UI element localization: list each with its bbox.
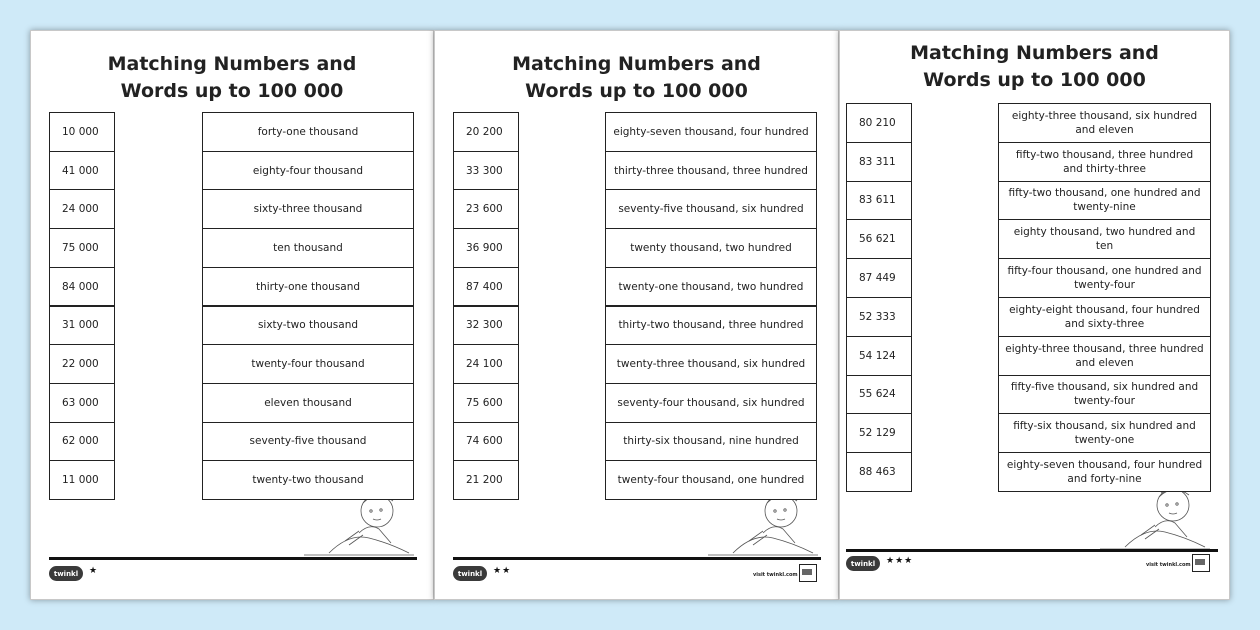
- word-card: eighty-three thousand, six hundred and eleven: [998, 103, 1211, 143]
- word-card: fifty-five thousand, six hundred and twenty-four: [998, 375, 1211, 415]
- number-card: 24 000: [49, 189, 115, 229]
- number-card: 88 463: [846, 452, 912, 492]
- word-card: seventy-four thousand, six hundred: [605, 383, 817, 423]
- word-card: forty-one thousand: [202, 112, 414, 152]
- number-card: 23 600: [453, 189, 519, 229]
- word-card: twenty-three thousand, six hundred: [605, 344, 817, 384]
- visit-twinkl-text: visit twinkl.com: [1146, 562, 1191, 568]
- word-card: eighty thousand, two hundred and ten: [998, 219, 1211, 259]
- difficulty-stars: ★★★: [886, 556, 914, 566]
- footer-rule: [49, 557, 417, 560]
- word-card: sixty-two thousand: [202, 306, 414, 346]
- number-card: 54 124: [846, 336, 912, 376]
- word-card: fifty-four thousand, one hundred and twenty-four: [998, 258, 1211, 298]
- number-card: 36 900: [453, 228, 519, 268]
- word-card: twenty-two thousand: [202, 460, 414, 500]
- word-card: eighty-four thousand: [202, 151, 414, 191]
- number-card: 75 000: [49, 228, 115, 268]
- number-card: 87 449: [846, 258, 912, 298]
- worksheet-one-star: [30, 30, 434, 600]
- number-card: 80 210: [846, 103, 912, 143]
- worksheet-title: [31, 51, 433, 105]
- word-card: twenty-four thousand: [202, 344, 414, 384]
- number-card: 52 129: [846, 413, 912, 453]
- title-line-1: Matching Numbers and: [910, 42, 1159, 64]
- number-card: 63 000: [49, 383, 115, 423]
- word-card: fifty-two thousand, three hundred and thirty-three: [998, 142, 1211, 182]
- number-card: 62 000: [49, 422, 115, 462]
- number-card: 56 621: [846, 219, 912, 259]
- number-card: 11 000: [49, 460, 115, 500]
- word-card: sixty-three thousand: [202, 189, 414, 229]
- difficulty-stars: ★: [89, 566, 99, 576]
- word-card: fifty-six thousand, six hundred and twenty-one: [998, 413, 1211, 453]
- word-card: twenty-one thousand, two hundred: [605, 267, 817, 307]
- word-card: thirty-one thousand: [202, 267, 414, 307]
- number-card: 83 311: [846, 142, 912, 182]
- worksheet-two-star: [434, 30, 839, 600]
- number-card: 20 200: [453, 112, 519, 152]
- number-card: 24 100: [453, 344, 519, 384]
- word-card: twenty thousand, two hundred: [605, 228, 817, 268]
- word-card: thirty-six thousand, nine hundred: [605, 422, 817, 462]
- word-card: seventy-five thousand, six hundred: [605, 189, 817, 229]
- title-line-1: Matching Numbers and: [107, 53, 357, 75]
- number-card: 55 624: [846, 375, 912, 415]
- word-card: eleven thousand: [202, 383, 414, 423]
- word-card: thirty-three thousand, three hundred: [605, 151, 817, 191]
- quality-badge-icon: [799, 564, 817, 582]
- number-card: 41 000: [49, 151, 115, 191]
- number-card: 33 300: [453, 151, 519, 191]
- visit-twinkl-text: visit twinkl.com: [753, 572, 798, 578]
- worksheet-title: [840, 40, 1229, 94]
- word-card: eighty-eight thousand, four hundred and sixty-three: [998, 297, 1211, 337]
- word-card: ten thousand: [202, 228, 414, 268]
- number-card: 83 611: [846, 181, 912, 221]
- difficulty-stars: ★★: [493, 566, 512, 576]
- word-card: eighty-three thousand, three hundred and eleven: [998, 336, 1211, 376]
- word-card: twenty-four thousand, one hundred: [605, 460, 817, 500]
- title-line-2: Words up to 100 000: [525, 80, 748, 102]
- number-card: 10 000: [49, 112, 115, 152]
- title-line-2: Words up to 100 000: [120, 80, 344, 102]
- footer-rule: [453, 557, 821, 560]
- word-card: seventy-five thousand: [202, 422, 414, 462]
- word-card: eighty-seven thousand, four hundred: [605, 112, 817, 152]
- number-card: 74 600: [453, 422, 519, 462]
- title-line-2: Words up to 100 000: [923, 69, 1146, 91]
- number-card: 75 600: [453, 383, 519, 423]
- title-line-1: Matching Numbers and: [512, 53, 761, 75]
- worksheet-three-star: [839, 30, 1230, 600]
- twinkl-logo: twinkl: [49, 566, 83, 581]
- worksheet-title: [435, 51, 838, 105]
- twinkl-logo: twinkl: [846, 556, 880, 571]
- number-card: 21 200: [453, 460, 519, 500]
- number-card: 31 000: [49, 306, 115, 346]
- word-card: eighty-seven thousand, four hundred and forty-nine: [998, 452, 1211, 492]
- word-card: thirty-two thousand, three hundred: [605, 306, 817, 346]
- footer-rule: [846, 549, 1218, 552]
- twinkl-logo: twinkl: [453, 566, 487, 581]
- number-card: 32 300: [453, 306, 519, 346]
- word-card: fifty-two thousand, one hundred and twenty-nine: [998, 181, 1211, 221]
- quality-badge-icon: [1192, 554, 1210, 572]
- number-card: 52 333: [846, 297, 912, 337]
- number-card: 84 000: [49, 267, 115, 307]
- number-card: 87 400: [453, 267, 519, 307]
- number-card: 22 000: [49, 344, 115, 384]
